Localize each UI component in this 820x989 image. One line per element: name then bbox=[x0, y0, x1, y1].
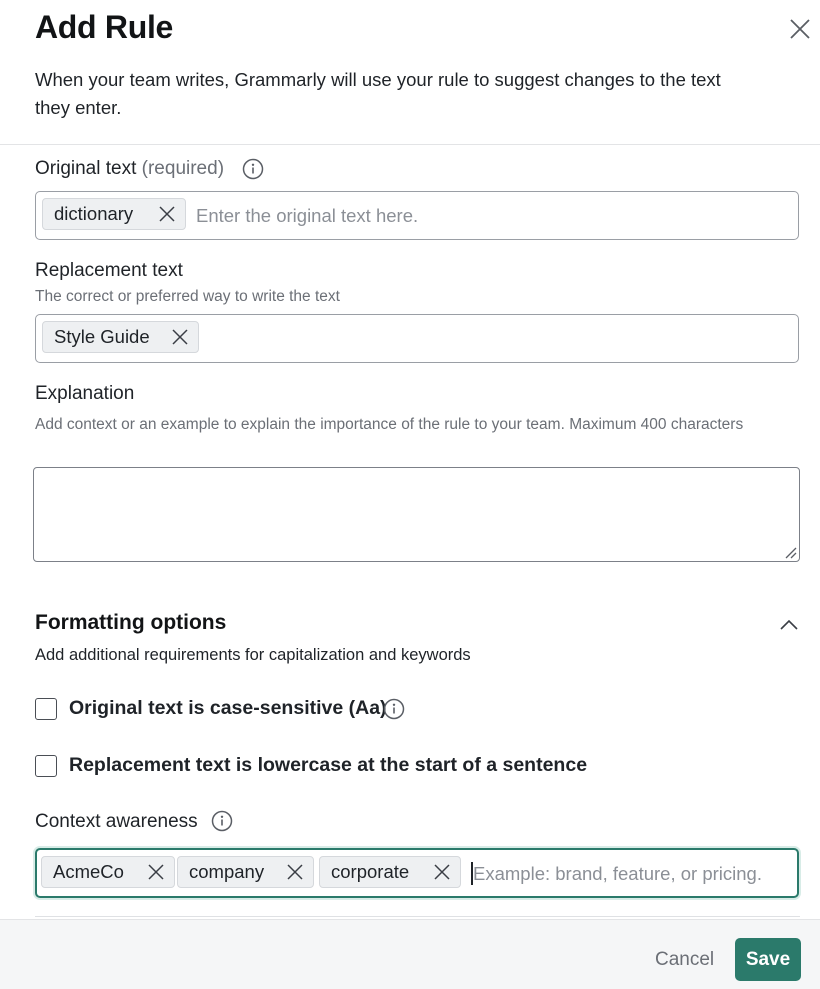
remove-chip-icon[interactable] bbox=[159, 206, 175, 222]
formatting-options-hint: Add additional requirements for capitalization and keywords bbox=[35, 646, 471, 664]
context-awareness-placeholder: Example: brand, feature, or pricing. bbox=[473, 863, 762, 884]
formatting-options-title: Formatting options bbox=[35, 611, 227, 634]
resize-grip-icon[interactable] bbox=[783, 545, 797, 559]
chip-label: corporate bbox=[331, 861, 410, 882]
replacement-text-hint: The correct or preferred way to write the text bbox=[35, 288, 340, 305]
info-icon[interactable] bbox=[383, 698, 405, 720]
remove-chip-icon[interactable] bbox=[434, 864, 450, 880]
replacement-text-input[interactable] bbox=[35, 314, 799, 363]
dialog-footer bbox=[0, 919, 820, 989]
original-text-placeholder: Enter the original text here. bbox=[196, 205, 419, 226]
lowercase-checkbox[interactable] bbox=[35, 755, 57, 777]
context-awareness-label: Context awareness bbox=[35, 811, 198, 832]
close-icon[interactable] bbox=[788, 17, 812, 41]
remove-chip-icon[interactable] bbox=[287, 864, 303, 880]
dialog-title: Add Rule bbox=[35, 9, 174, 45]
chip-label: AcmeCo bbox=[53, 861, 124, 882]
context-chip bbox=[41, 856, 175, 888]
context-chip bbox=[319, 856, 461, 888]
case-sensitive-checkbox[interactable] bbox=[35, 698, 57, 720]
required-label: (required) bbox=[141, 158, 225, 179]
remove-chip-icon[interactable] bbox=[148, 864, 164, 880]
info-icon[interactable] bbox=[211, 810, 233, 832]
explanation-hint: Add context or an example to explain the importance of the rule to your team. Maximum 400 characters bbox=[35, 416, 744, 433]
case-sensitive-label: Original text is case-sensitive (Aa) bbox=[69, 697, 387, 719]
replacement-text-label: Replacement text bbox=[35, 260, 183, 281]
divider bbox=[35, 916, 800, 917]
lowercase-label: Replacement text is lowercase at the start of a sentence bbox=[69, 754, 588, 776]
dialog-header bbox=[0, 0, 820, 145]
chevron-up-icon[interactable] bbox=[779, 617, 799, 633]
text-caret bbox=[471, 862, 473, 885]
cancel-button[interactable]: Cancel bbox=[655, 949, 715, 970]
explanation-label: Explanation bbox=[35, 383, 135, 404]
original-text-input[interactable] bbox=[35, 191, 799, 240]
original-text-label bbox=[35, 158, 224, 180]
explanation-textarea[interactable] bbox=[33, 467, 800, 562]
remove-chip-icon[interactable] bbox=[172, 329, 188, 345]
chip-label: Style Guide bbox=[54, 326, 150, 347]
info-icon[interactable] bbox=[242, 158, 264, 180]
chip-label: company bbox=[189, 861, 265, 882]
original-text-chip bbox=[42, 198, 186, 230]
chip-label: dictionary bbox=[54, 203, 134, 224]
context-awareness-input[interactable] bbox=[35, 848, 799, 898]
replacement-text-chip bbox=[42, 321, 199, 353]
save-button[interactable]: Save bbox=[735, 938, 801, 981]
dialog-description: When your team writes, Grammarly will use your rule to suggest changes to the text they enter. bbox=[35, 69, 721, 118]
context-chip bbox=[177, 856, 314, 888]
original-text-label-text: Original text bbox=[35, 158, 137, 179]
